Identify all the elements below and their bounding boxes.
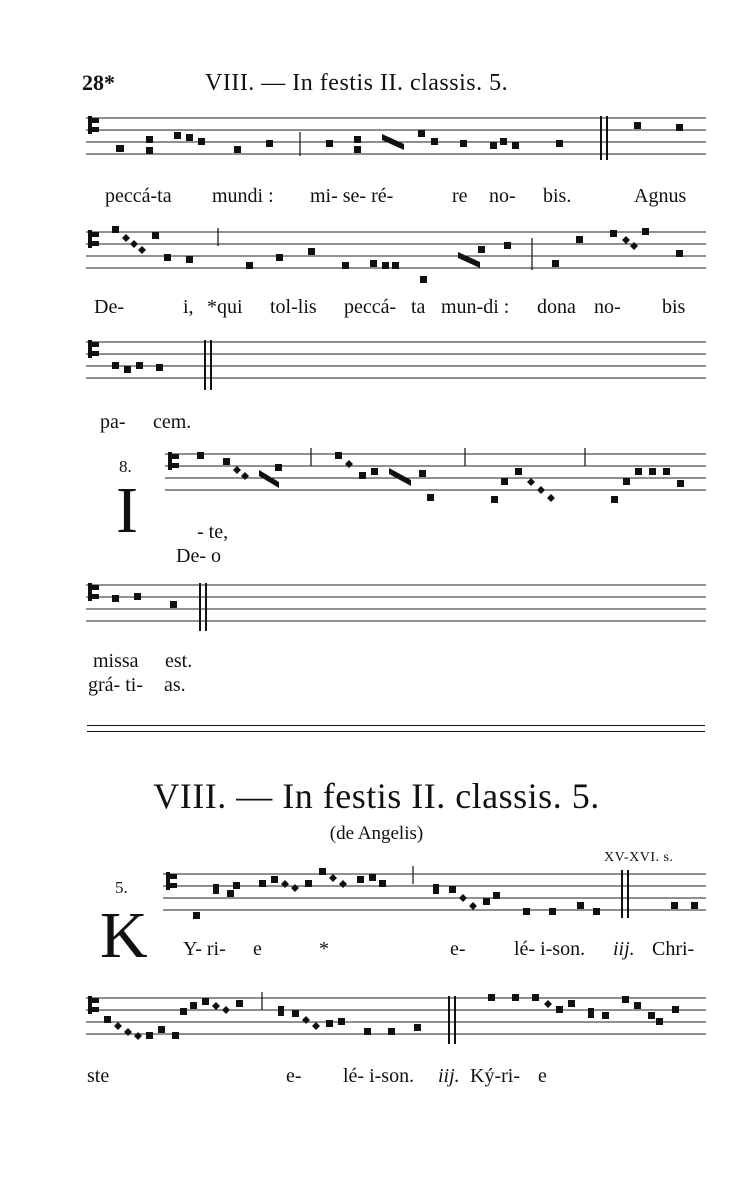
lyric-syllable: peccá-ta xyxy=(105,185,172,207)
staff-lines xyxy=(86,332,706,392)
lyric-syllable: De- xyxy=(94,296,124,318)
staff-lines xyxy=(86,575,706,635)
lyric-syllable: Agnus xyxy=(634,185,687,207)
lyric-syllable: iij. xyxy=(438,1065,460,1087)
lyric-syllable: no- xyxy=(489,185,516,207)
source-note: XV-XVI. s. xyxy=(604,850,674,865)
lyric-syllable: e xyxy=(538,1065,547,1087)
lyric-syllable: dona xyxy=(537,296,576,318)
lyric-syllable: no- xyxy=(594,296,621,318)
neumes xyxy=(112,340,212,390)
lyric-syllable: est. xyxy=(165,650,193,672)
lyric-syllable: bis xyxy=(662,296,686,318)
neumes xyxy=(112,583,207,631)
lyric-syllable: Chri- xyxy=(652,938,695,960)
lyric-syllable: i, xyxy=(183,296,194,318)
neumes xyxy=(197,448,684,503)
staff-lines xyxy=(86,988,706,1058)
staff-kyrie-1 xyxy=(163,862,706,932)
lyric-syllable: mi- se- ré- xyxy=(310,185,394,207)
lyric-syllable: - te, xyxy=(197,521,229,543)
lyric-syllable: lé- i-son. xyxy=(343,1065,415,1087)
lyric-syllable: peccá- xyxy=(344,296,397,318)
c-clef-icon xyxy=(88,340,99,358)
lyric-syllable: mun-di : xyxy=(441,296,510,318)
staff-ite-1 xyxy=(165,442,706,522)
lyric-syllable: ta xyxy=(411,296,426,318)
lyric-syllable: cem. xyxy=(153,411,192,433)
staff-lines xyxy=(86,222,706,278)
mode-number: 8. xyxy=(119,457,132,476)
lyric-syllable: e- xyxy=(450,938,466,960)
neumes xyxy=(116,116,683,160)
lyric-syllable: *qui xyxy=(207,296,243,318)
lyric-syllable: missa xyxy=(93,650,139,672)
lyric-syllable: pa- xyxy=(100,411,126,433)
staff-lines xyxy=(86,108,706,164)
lyric-syllable: iij. xyxy=(613,938,635,960)
initial-letter: I xyxy=(116,474,138,547)
lyric-syllable: grá- ti- xyxy=(88,674,143,696)
running-title: VIII. — In festis II. classis. 5. xyxy=(205,70,509,96)
c-clef-icon xyxy=(88,583,99,601)
lyric-syllable: re xyxy=(452,185,468,207)
section-subtitle: (de Angelis) xyxy=(329,823,424,844)
staff-kyrie-2 xyxy=(86,988,706,1058)
lyric-syllable: mundi : xyxy=(212,185,274,207)
neumes xyxy=(112,226,683,283)
lyric-syllable: Ký-ri- xyxy=(470,1065,520,1087)
lyric-syllable: as. xyxy=(164,674,186,696)
section-divider xyxy=(87,731,705,732)
page-number: 28* xyxy=(82,70,115,95)
mode-number: 5. xyxy=(115,878,128,897)
lyric-syllable: tol-lis xyxy=(270,296,317,318)
lyric-syllable: * xyxy=(319,938,329,960)
staff-agnus-2 xyxy=(86,222,706,278)
initial-letter: K xyxy=(100,899,148,972)
staff-agnus-1 xyxy=(86,108,706,164)
staff-lines xyxy=(165,442,706,522)
lyric-syllable: ste xyxy=(87,1065,110,1087)
lyric-syllable: Y- ri- xyxy=(183,938,226,960)
lyric-syllable: e- xyxy=(286,1065,302,1087)
c-clef-icon xyxy=(88,996,99,1014)
staff-agnus-3 xyxy=(86,332,706,392)
c-clef-icon xyxy=(88,116,99,134)
section-divider xyxy=(87,725,705,726)
c-clef-icon xyxy=(168,452,179,470)
c-clef-icon xyxy=(166,872,177,890)
lyric-syllable: bis. xyxy=(543,185,572,207)
staff-ite-2 xyxy=(86,575,706,635)
lyric-syllable: e xyxy=(253,938,262,960)
lyric-syllable: lé- i-son. xyxy=(514,938,586,960)
neumes xyxy=(104,992,679,1044)
lyric-syllable: De- o xyxy=(176,545,221,567)
c-clef-icon xyxy=(88,230,99,248)
staff-lines xyxy=(163,862,706,932)
section-title: VIII. — In festis II. classis. 5. xyxy=(153,776,600,816)
